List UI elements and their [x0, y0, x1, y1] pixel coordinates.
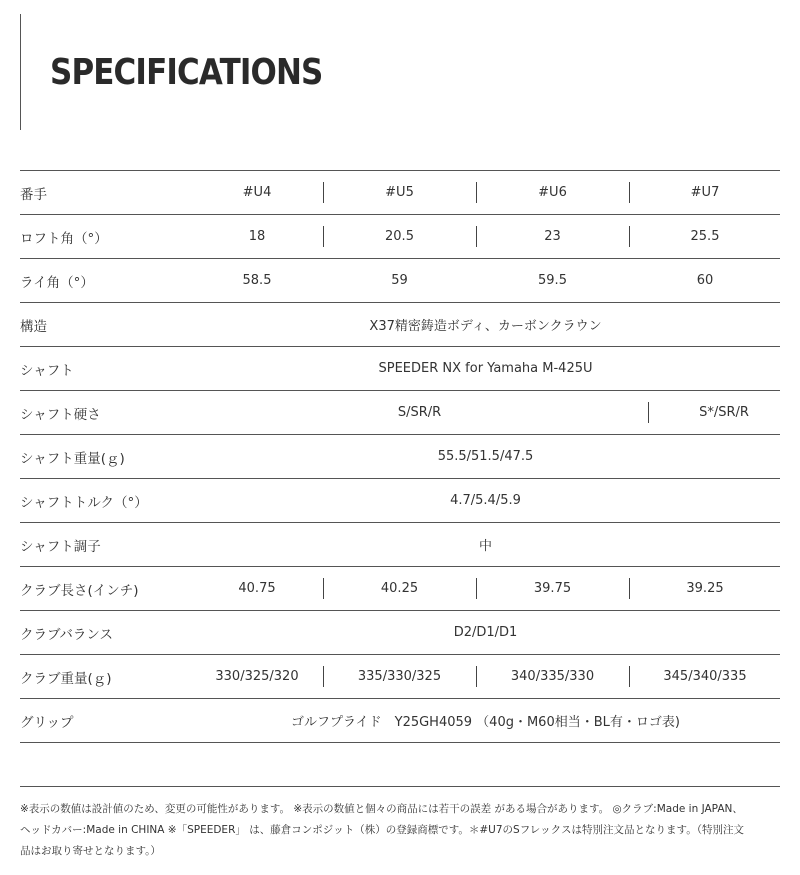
- spec-values-club-weight: [191, 655, 780, 698]
- spec-label-lie: ライ角（°）: [20, 274, 94, 291]
- spec-label-club-balance: クラブバランス: [20, 626, 114, 643]
- spec-row-club-length: [20, 567, 780, 611]
- spec-cell-loft-u4: 18: [248, 229, 266, 244]
- spec-cell-shaft: SPEEDER NX for Yamaha M-425U: [378, 361, 593, 376]
- spec-cell-lie-u7: 60: [696, 273, 714, 288]
- spec-cell-model-u5: #U5: [323, 171, 476, 214]
- spec-cell-club-length-u5: 40.25: [323, 567, 476, 610]
- spec-row-club-balance: [20, 611, 780, 655]
- spec-values-loft: [191, 215, 780, 258]
- spec-cell-lie-u5: 59: [391, 273, 408, 288]
- spec-cell-club-length-u6: 39.75: [476, 567, 629, 610]
- spec-values-shaft-kick: [191, 523, 780, 566]
- spec-label-shaft: シャフト: [20, 362, 74, 379]
- spec-row-structure: [20, 303, 780, 347]
- spec-values-lie: [191, 259, 780, 302]
- spec-row-club-weight: [20, 655, 780, 699]
- spec-cell-lie-u4: 58.5: [242, 273, 272, 288]
- spec-note-line: ヘッドカバー:Made in CHINA ※「SPEEDER」 は、藤倉コンポジット（株）の登録商標です。＊#U7のSフレックスは特別注文品となります。（特別注文: [20, 824, 744, 836]
- spec-label-shaft-kick: シャフト調子: [20, 538, 101, 555]
- spec-cell-shaft-flex-u4-u6: S/SR/R: [397, 405, 442, 420]
- spec-label-model: 番手: [20, 186, 47, 203]
- spec-cell-shaft-flex-u7: S*/SR/R: [648, 391, 800, 434]
- spec-label-structure: 構造: [20, 318, 47, 335]
- spec-values-model: [191, 171, 780, 214]
- spec-cell-club-balance: D2/D1/D1: [453, 625, 518, 640]
- spec-row-model: [20, 171, 780, 215]
- spec-row-lie: [20, 259, 780, 303]
- spec-cell-structure: X37精密鋳造ボディ、カーボンクラウン: [369, 319, 602, 334]
- spec-label-loft: ロフト角（°）: [20, 230, 108, 247]
- spec-row-shaft-torque: [20, 479, 780, 523]
- spec-label-grip: グリップ: [20, 714, 74, 731]
- title-accent-line: [20, 14, 21, 130]
- spec-note-line: 品はお取り寄せとなります。）: [20, 845, 161, 857]
- spec-cell-shaft-kick: 中: [478, 539, 492, 554]
- spec-label-shaft-weight: シャフト重量(ｇ): [20, 450, 125, 467]
- spec-row-shaft-weight: [20, 435, 780, 479]
- spec-cell-club-weight-u5: 335/330/325: [323, 655, 476, 698]
- spec-cell-model-u7: #U7: [629, 171, 781, 214]
- page-title: SPECIFICATIONS: [50, 52, 323, 93]
- spec-cell-loft-u5: 20.5: [323, 215, 476, 258]
- spec-values-grip: [191, 699, 780, 742]
- spec-values-shaft-torque: [191, 479, 780, 522]
- spec-row-shaft-flex: [20, 391, 780, 435]
- spec-cell-loft-u7: 25.5: [629, 215, 781, 258]
- spec-cell-club-length-u7: 39.25: [629, 567, 781, 610]
- spec-cell-loft-u6: 23: [476, 215, 629, 258]
- spec-cell-lie-u6: 59.5: [538, 273, 567, 288]
- spec-values-shaft: [191, 347, 780, 390]
- spec-values-club-balance: [191, 611, 780, 654]
- spec-cell-shaft-torque: 4.7/5.4/5.9: [450, 493, 521, 508]
- spec-label-club-weight: クラブ重量(ｇ): [20, 670, 112, 687]
- spec-row-grip: [20, 699, 780, 743]
- spec-values-shaft-weight: [191, 435, 780, 478]
- spec-cell-club-weight-u6: 340/335/330: [476, 655, 629, 698]
- spec-notes: [20, 786, 780, 862]
- spec-values-structure: [191, 303, 780, 346]
- spec-cell-grip: ゴルフプライド Y25GH4059 （40g・M60相当・BL有・ロゴ表): [291, 715, 680, 730]
- spec-row-loft: [20, 215, 780, 259]
- spec-cell-club-length-u4: 40.75: [238, 581, 276, 596]
- spec-cell-model-u6: #U6: [476, 171, 629, 214]
- spec-cell-club-weight-u7: 345/340/335: [629, 655, 781, 698]
- spec-label-club-length: クラブ長さ(インチ): [20, 582, 139, 599]
- spec-label-shaft-torque: シャフトトルク（°）: [20, 494, 148, 511]
- spec-row-shaft: [20, 347, 780, 391]
- spec-note-line: ※表示の数値は設計値のため、変更の可能性があります。 ※表示の数値と個々の商品には若干の誤差 がある場合があります。 ◎クラブ:Made in JAPAN、: [20, 803, 743, 815]
- spec-row-shaft-kick: [20, 523, 780, 567]
- spec-values-shaft-flex: [191, 391, 780, 434]
- spec-cell-club-weight-u4: 330/325/320: [215, 669, 299, 684]
- spec-cell-shaft-weight: 55.5/51.5/47.5: [437, 449, 534, 464]
- spec-cell-model-u4: #U4: [242, 185, 272, 200]
- spec-values-club-length: [191, 567, 780, 610]
- spec-table: [20, 170, 780, 743]
- spec-label-shaft-flex: シャフト硬さ: [20, 406, 101, 423]
